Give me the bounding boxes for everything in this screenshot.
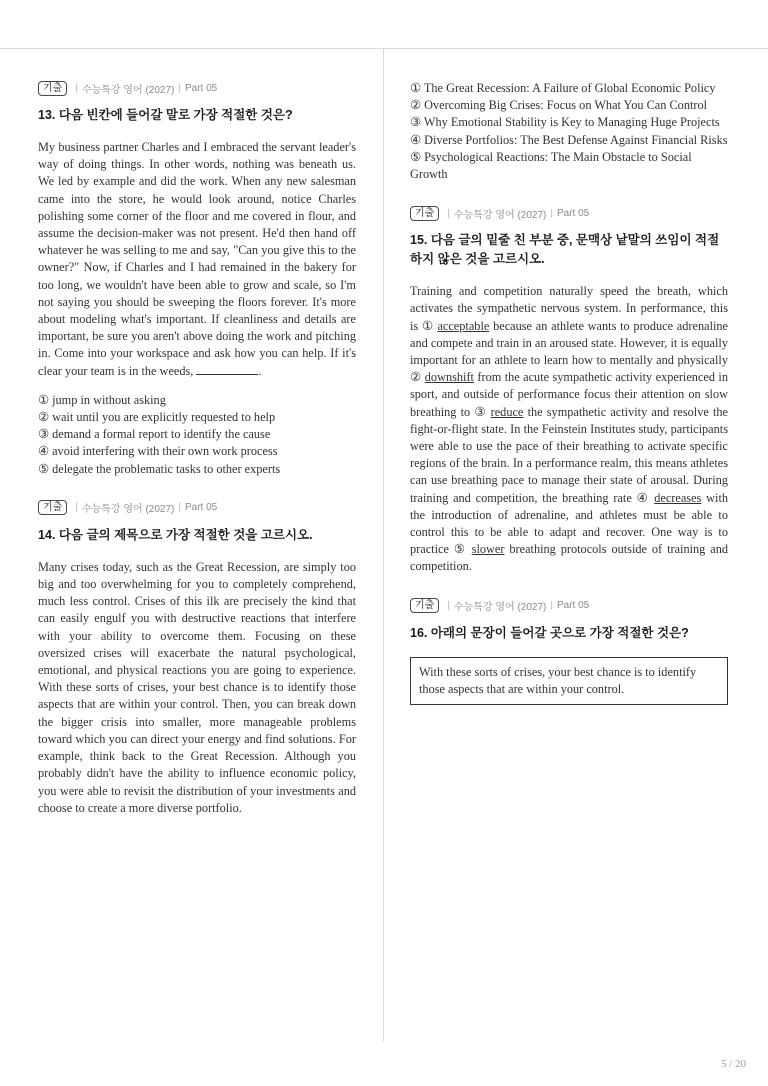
top-rule [0, 48, 768, 49]
exam-badge: 기출 [38, 81, 67, 96]
answer-blank [196, 363, 258, 375]
option-2[interactable]: ② Overcoming Big Crises: Focus on What You Can Control [410, 98, 708, 113]
underlined-word-2: downshift [424, 370, 474, 385]
question-14-options [410, 80, 728, 183]
question-passage: Many crises today, such as the Great Recession, are simply too big and too overwhelming for you to completely comprehend, much less control. Crises of this ilk are precisely the kind that can easily engulf you with destructive reactions that interfere with your ability to overcome them. Focusing on these oversized crises will exacerbate the natural psychological, emotional, and physical reactions you are going to experience. With these sorts of crises, your best chance is to identify those aspects that are within your control. Then, you can break down the bigger crisis into smaller, more manageable problems toward which you can direct your energy and find solutions. For example, think back to the Great Recession. Although you probably didn't have the ability to influence economic policy, you were able to revisit the distribution of your investments and choose to create a more diverse portfolio. [38, 559, 356, 815]
option-5[interactable]: ⑤ delegate the problematic tasks to other experts [38, 461, 281, 476]
part-label: Part 05 [556, 600, 590, 612]
question-13 [38, 80, 356, 478]
question-15 [410, 205, 728, 575]
part-label: Part 05 [184, 502, 218, 514]
option-5[interactable]: ⑤ Psychological Reactions: The Main Obstacle to Social Growth [410, 149, 692, 182]
exam-badge: 기출 [410, 598, 439, 613]
question-title: 16. 아래의 문장이 들어갈 곳으로 가장 적절한 것은? [410, 625, 689, 640]
question-tagline: 기출 | 수능특강 영어 (2027) | Part 05 [410, 205, 728, 221]
source-label: 수능특강 영어 (2027) [453, 602, 547, 614]
option-2[interactable]: ② wait until you are explicitly requested to help [38, 410, 276, 425]
question-title: 15. 다음 글의 밑줄 친 부분 중, 문맥상 낱말의 쓰임이 적절하지 않은 것을 고르시오. [410, 233, 720, 267]
option-4[interactable]: ④ Diverse Portfolios: The Best Defense Against Financial Risks [410, 132, 728, 147]
underlined-word-4: decreases [654, 490, 702, 505]
underlined-word-5: slower [471, 542, 505, 557]
option-1[interactable]: ① jump in without asking [38, 392, 166, 407]
answer-options [410, 80, 728, 183]
question-passage: My business partner Charles and I embraced the servant leader's way of doing things. In other words, nothing was beneath us. We led by example and did the work. When any new salesman came into the store, he would look around, notice Charles polishing some corner of the floor and me covered in flour, and assume the decision-maker was not present. He'd then hand off whatever he was selling to me and say, "Can you give this to the owner?" Now, if Charles and I had remained in the bakery for too long, we wouldn't have been able to grow and scale, so I'm not saying you should be sweeping the floors forever. It's more about modeling what's important. If cleanliness and details are important, be sure you aren't above doing the work and pitching in. Come into your workspace and ask how you can help. If it's clear your team is in the weeds, . [38, 140, 356, 378]
underlined-word-1: acceptable [437, 318, 490, 333]
question-14 [38, 500, 356, 817]
source-label: 수능특강 영어 (2027) [453, 209, 547, 221]
question-passage: Training and competition naturally speed the breath, which activates the sympathetic nervous system. In performance, this is ① acceptable because an athlete wants to produce adrenaline and compete and train in an aroused state. However, it is equally important for an athlete to learn how to mentally and physically ② downshift from the acute sympathetic activity experienced in sport, and outside of performance focus their attention on slow breathing to ③ reduce the sympathetic activity and resolve the fight-or-flight state. In the Feinstein Institutes study, participants were able to use the pace of their breathing to activate specific regions of the brain. In a performance realm, this means athletes can use breathing pace to manage their state of arousal. During training and competition, the breathing rate ④ decreases with the introduction of adrenaline, and athletes must be able to control this to be able to adapt and recover. One way is to practice ⑤ slower breathing protocols outside of training and competition. [410, 284, 729, 574]
underlined-word-3: reduce [490, 404, 524, 419]
answer-options [38, 392, 356, 478]
page-number: 5 / 20 [720, 1058, 746, 1070]
source-label: 수능특강 영어 (2027) [81, 84, 175, 96]
right-column [410, 80, 728, 727]
option-4[interactable]: ④ avoid interfering with their own work process [38, 444, 278, 459]
question-tagline: 기출 | 수능특강 영어 (2027) | Part 05 [38, 80, 356, 96]
exam-badge: 기출 [410, 206, 439, 221]
part-label: Part 05 [184, 82, 218, 94]
source-label: 수능특강 영어 (2027) [81, 504, 175, 516]
option-3[interactable]: ③ Why Emotional Stability is Key to Managing Huge Projects [410, 115, 720, 130]
question-tagline: 기출 | 수능특강 영어 (2027) | Part 05 [38, 500, 356, 516]
given-sentence-box: With these sorts of crises, your best chance is to identify those aspects that are within your control. [410, 657, 728, 705]
question-16 [410, 598, 728, 705]
option-1[interactable]: ① The Great Recession: A Failure of Global Economic Policy [410, 81, 716, 95]
question-tagline: 기출 | 수능특강 영어 (2027) | Part 05 [410, 598, 728, 614]
part-label: Part 05 [556, 207, 590, 219]
question-title: 14. 다음 글의 제목으로 가장 적절한 것을 고르시오. [38, 527, 313, 542]
option-3[interactable]: ③ demand a formal report to identify the cause [38, 427, 271, 442]
exam-badge: 기출 [38, 500, 67, 515]
left-column [38, 80, 356, 839]
question-title: 13. 다음 빈칸에 들어갈 말로 가장 적절한 것은? [38, 108, 293, 122]
column-divider [383, 49, 384, 1042]
